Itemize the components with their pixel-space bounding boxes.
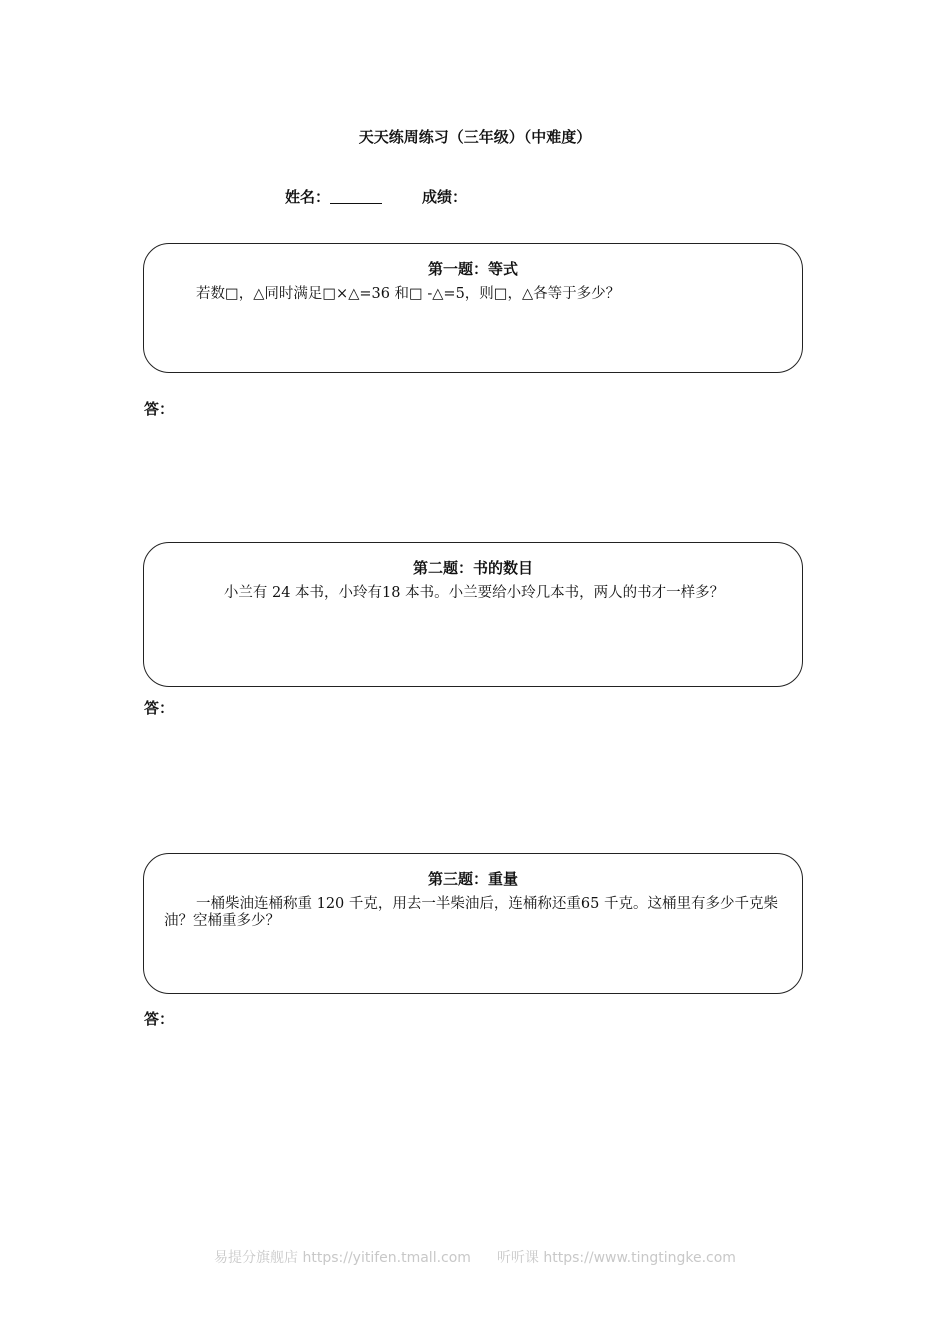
answer-label-1: 答： [144, 400, 175, 418]
footer-left-link[interactable]: 易提分旗舰店 https://yitifen.tmall.com [214, 1250, 471, 1266]
name-label: 姓名： [285, 188, 331, 206]
footer [0, 1247, 950, 1267]
question-box-3 [143, 853, 803, 994]
name-blank[interactable] [330, 189, 382, 204]
question-title: 第三题：重量 [427, 870, 518, 888]
question-title: 第二题：书的数目 [412, 559, 533, 577]
score-label: 成绩： [422, 188, 468, 206]
page-title: 天天练周练习（三年级）（中难度） [358, 128, 592, 146]
name-score-row [285, 186, 467, 207]
question-box-2 [143, 542, 803, 687]
answer-label-3: 答： [144, 1010, 175, 1028]
question-text: 若数□，△同时满足□×△=36 和□ -△=5，则□，△各等于多少？ [196, 286, 621, 302]
question-title: 第一题：等式 [427, 260, 518, 278]
footer-right-link[interactable]: 听听课 https://www.tingtingke.com [496, 1250, 736, 1266]
answer-label-2: 答： [144, 699, 175, 717]
question-box-1 [143, 243, 803, 373]
question-text: 小兰有 24 本书，小玲有18 本书。小兰要给小玲几本书，两人的书才一样多？ [223, 585, 725, 601]
question-text: 一桶柴油连桶称重 120 千克，用去一半柴油后，连桶称还重65 千克。这桶里有多少千克柴油？空桶重多少？ [164, 896, 778, 929]
